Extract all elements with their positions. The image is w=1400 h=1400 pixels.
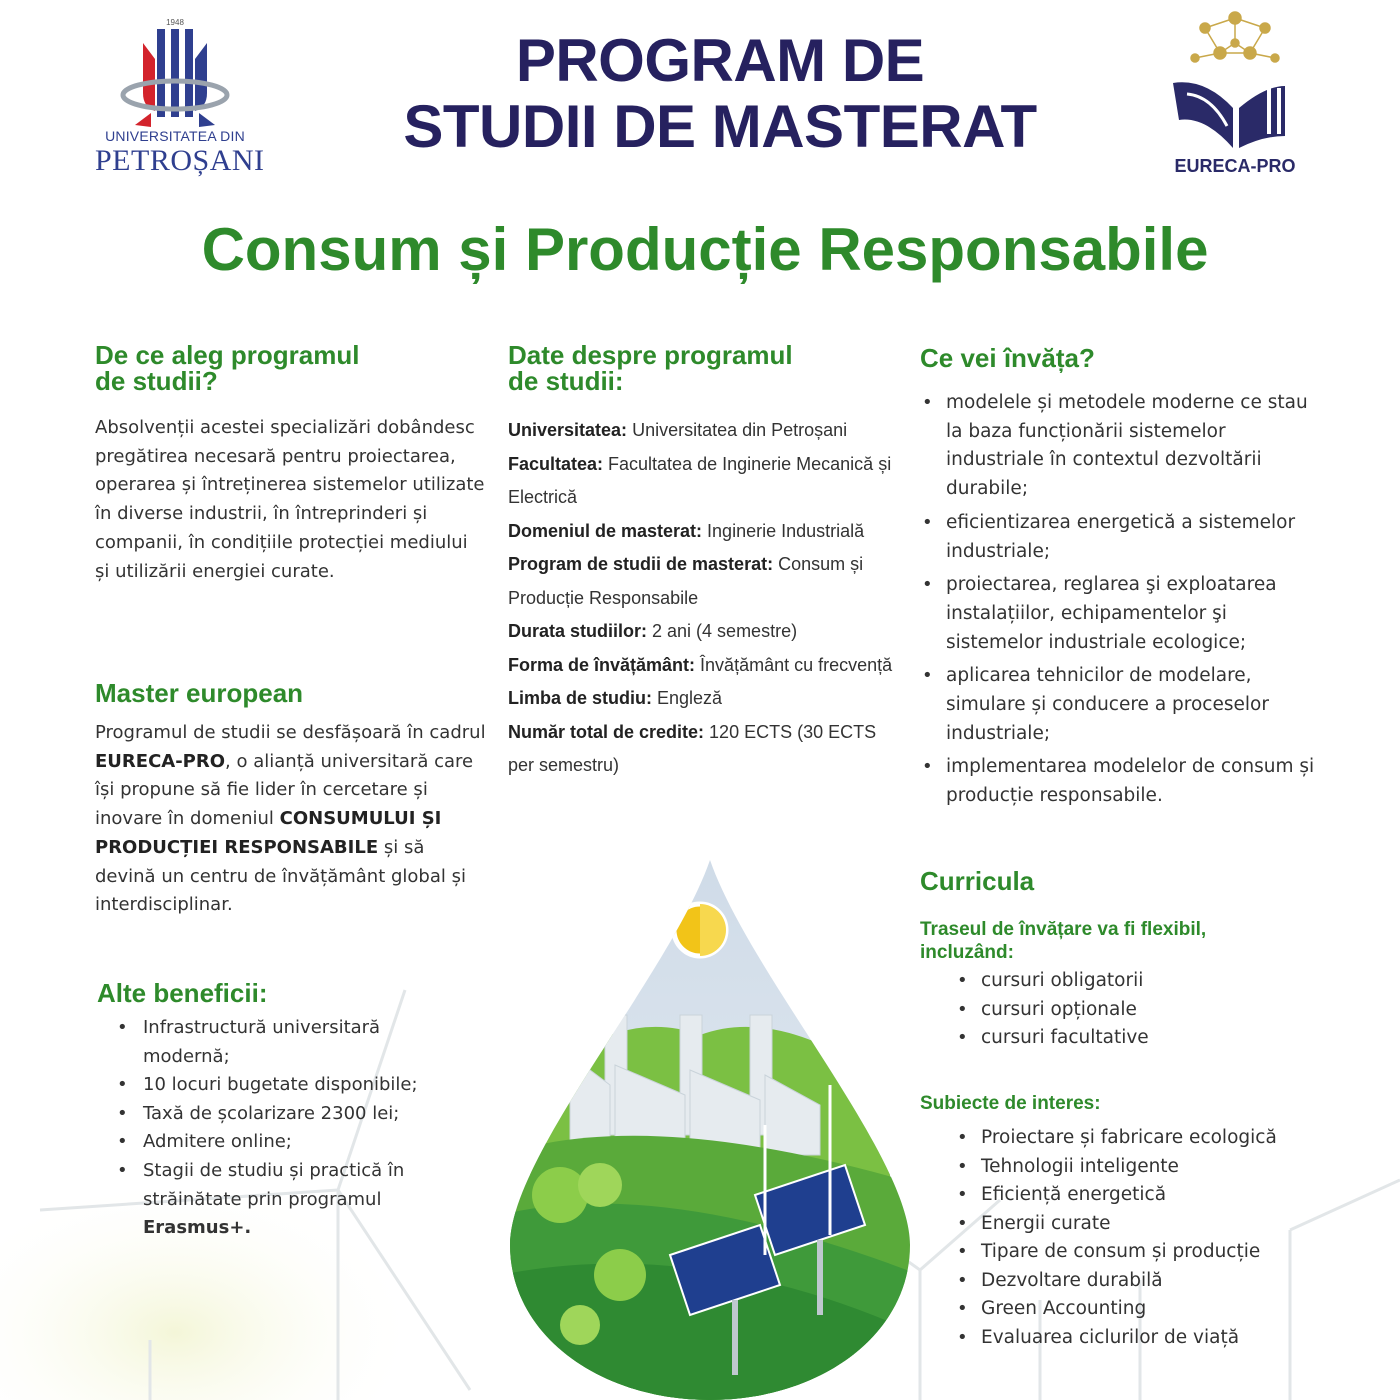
master-bold-2: CONSUMULUI ȘI PRODUCȚIEI RESPONSABILE [95,808,442,858]
master-european-heading: Master european [95,678,304,708]
courses-list [955,967,1255,1053]
why-heading-line2: de studii? [95,366,218,396]
program-data-heading [508,342,793,394]
list-item: • Admitere online; [115,1128,435,1157]
list-item: • Tehnologii inteligente [955,1153,1295,1182]
master-text-1: Programul de studii se desfășoară în cadrul [95,722,486,743]
list-item: • Dezvoltare durabilă [955,1267,1295,1296]
data-row-domain: Domeniul de masterat: Inginerie Industrială [508,520,865,541]
list-item: • Energii curate [955,1210,1295,1239]
master-bold-1: EURECA-PRO [95,750,226,772]
list-item: • Green Accounting [955,1295,1295,1324]
master-text-3: și să devină un centru de învățământ global și interdisciplinar. [95,836,466,916]
curricula-subheading [920,918,1206,964]
university-logo-line1: UNIVERSITATEA DIN [105,128,245,144]
data-row-faculty: Facultatea: Facultatea de Inginerie Mecanică și Electrică [508,453,892,507]
main-title-line1: PROGRAM DE [515,27,925,94]
eco-drop-illustration [500,855,920,1400]
learn-heading: Ce vei învăța? [920,343,1095,373]
list-item: • cursuri facultative [955,1024,1255,1053]
data-row-language: Limba de studiu: Engleză [508,688,723,708]
list-item: • implementarea modelelor de consum și producție responsabile. [920,753,1315,810]
master-european-paragraph [95,719,490,920]
list-item: • Infrastructură universitară modernă; [115,1014,435,1071]
interests-heading: Subiecte de interes: [920,1093,1101,1114]
list-item: • cursuri obligatorii [955,967,1255,996]
master-text-2: , o alianță universitară care își propune să fie lider în cercetare și inovare în domeniul [95,750,474,830]
program-data-heading-line2: de studii: [508,366,624,396]
list-item: • Taxă de școlarizare 2300 lei; [115,1100,435,1129]
curricula-subheading-line1: Traseul de învățare va fi flexibil, [920,919,1207,940]
curricula-subheading-line2: incluzând: [920,942,1014,963]
list-item: • Eficiență energetică [955,1181,1295,1210]
data-row-credits: Număr total de credite: 120 ECTS (30 ECTS per semestru) [508,721,877,775]
list-item: • Tipare de consum și producție [955,1238,1295,1267]
list-item: • proiectarea, reglarea şi exploatarea instalațiilor, echipamentelor şi sistemelor industriale ecologice; [920,571,1315,657]
program-data-heading-line1: Date despre programul [508,340,793,370]
curricula-heading: Curricula [920,866,1035,896]
eureca-pro-logo [1165,8,1305,158]
list-item: • eficientizarea energetică a sistemelor industriale; [920,509,1315,566]
list-item: • 10 locuri bugetate disponibile; [115,1071,435,1100]
erasmus-item-bold: Erasmus+. [143,1217,252,1239]
why-paragraph: Absolvenții acestei specializări dobândesc pregătirea necesară pentru proiectarea, operarea și întreținerea sistemelor utilizate în diverse industrii, în întreprinderi și companii, în condițiile protecției mediului și utilizării energiei curate. [95,417,485,582]
list-item: • cursuri opționale [955,996,1255,1025]
main-title [300,28,1140,160]
list-item [115,1157,435,1243]
eureca-pro-logo-text: EURECA-PRO [1174,156,1296,176]
interests-list [955,1124,1295,1352]
why-heading [95,342,359,394]
data-row-program: Program de studii de masterat: Consum și Producție Responsabile [508,554,864,608]
list-item: • Proiectare și fabricare ecologică [955,1124,1295,1153]
logo-year: 1948 [166,18,184,27]
why-heading-line1: De ce aleg programul [95,340,360,370]
main-title-line2: STUDII DE MASTERAT [403,93,1037,160]
benefits-heading: Alte beneficii: [97,978,268,1008]
program-data-list [508,414,903,783]
list-item: • aplicarea tehnicilor de modelare, simulare și conducere a proceselor industriale; [920,662,1315,748]
list-item: • modelele și metodele moderne ce stau la baza funcționării sistemelor industriale în contextul dezvoltării durabile; [920,389,1315,504]
data-row-duration: Durata studiilor: 2 ani (4 semestre) [508,621,798,641]
data-row-university: Universitatea: Universitatea din Petroșani [508,420,848,440]
list-item: • Evaluarea ciclurilor de viață [955,1324,1295,1353]
learn-list [920,389,1315,811]
erasmus-item-text: Stagii de studiu și practică în străinătate prin programul [143,1159,405,1210]
program-subtitle: Consum și Producție Responsabile [201,216,1209,283]
benefits-list [115,1014,435,1243]
university-logo-line2: PETROȘANI [95,144,265,177]
data-row-form: Forma de învățământ: Învățământ cu frecvență [508,654,893,675]
